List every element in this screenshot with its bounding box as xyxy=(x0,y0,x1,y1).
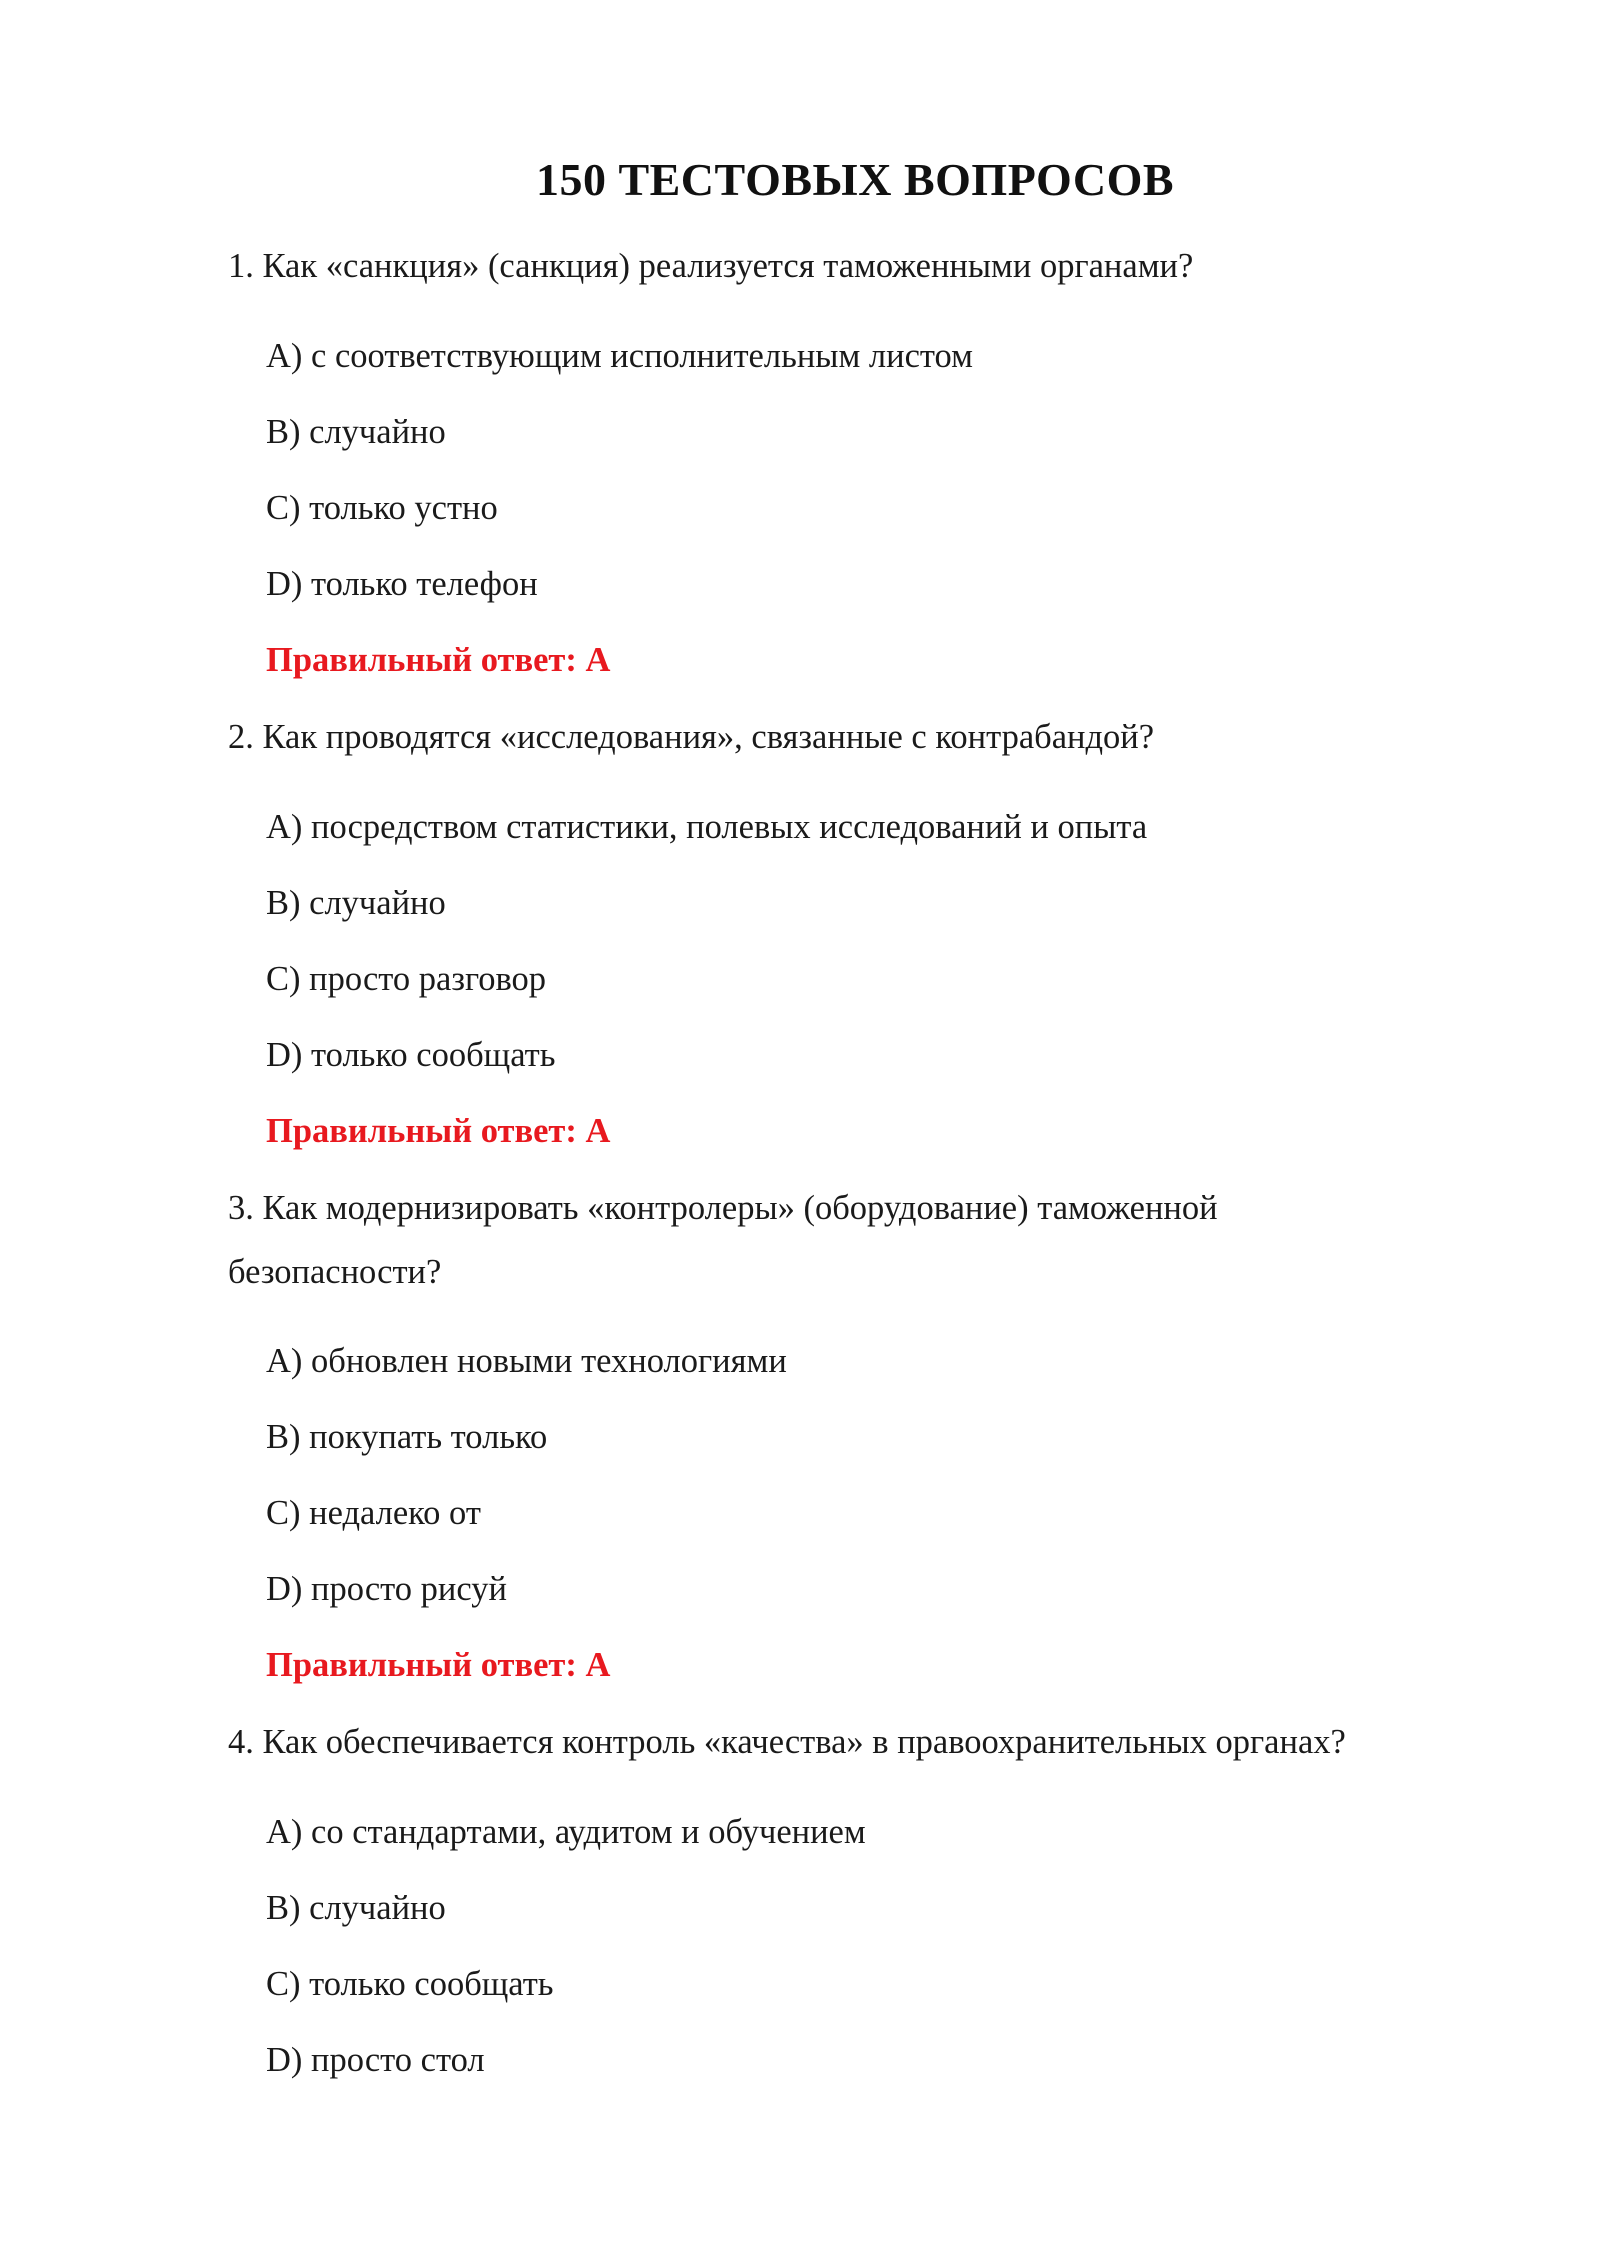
answer-option: A) обновлен новыми технологиями xyxy=(266,1342,787,1380)
answer-option: D) только сообщать xyxy=(266,1036,556,1074)
answer-option: D) просто стол xyxy=(266,2041,485,2079)
answer-option: C) недалеко от xyxy=(266,1494,481,1532)
question-text: 1. Как «санкция» (санкция) реализуется таможенными органами? xyxy=(228,247,1194,285)
answer-option: B) случайно xyxy=(266,1889,446,1927)
correct-answer: Правильный ответ: A xyxy=(266,641,611,679)
answer-option: A) со стандартами, аудитом и обучением xyxy=(266,1813,866,1851)
answer-option: C) только устно xyxy=(266,489,498,527)
answer-option: B) покупать только xyxy=(266,1418,548,1456)
answer-option: A) посредством статистики, полевых исследований и опыта xyxy=(266,808,1148,846)
answer-option: C) только сообщать xyxy=(266,1965,554,2003)
correct-answer: Правильный ответ: A xyxy=(266,1112,611,1150)
question-text: 2. Как проводятся «исследования», связанные с контрабандой? xyxy=(228,718,1155,756)
answer-option: A) с соответствующим исполнительным листом xyxy=(266,337,973,375)
question-text: 3. Как модернизировать «контролеры» (оборудование) таможенной безопасности? xyxy=(228,1189,1218,1291)
answer-option: D) только телефон xyxy=(266,565,538,603)
answer-option: B) случайно xyxy=(266,413,446,451)
page-title: 150 ТЕСТОВЫХ ВОПРОСОВ xyxy=(535,154,1175,205)
answer-option: D) просто рисуй xyxy=(266,1570,507,1608)
question-text: 4. Как обеспечивается контроль «качества» в правоохранительных органах? xyxy=(228,1723,1346,1761)
answer-option: B) случайно xyxy=(266,884,446,922)
correct-answer: Правильный ответ: A xyxy=(266,1646,611,1684)
answer-option: C) просто разговор xyxy=(266,960,547,998)
